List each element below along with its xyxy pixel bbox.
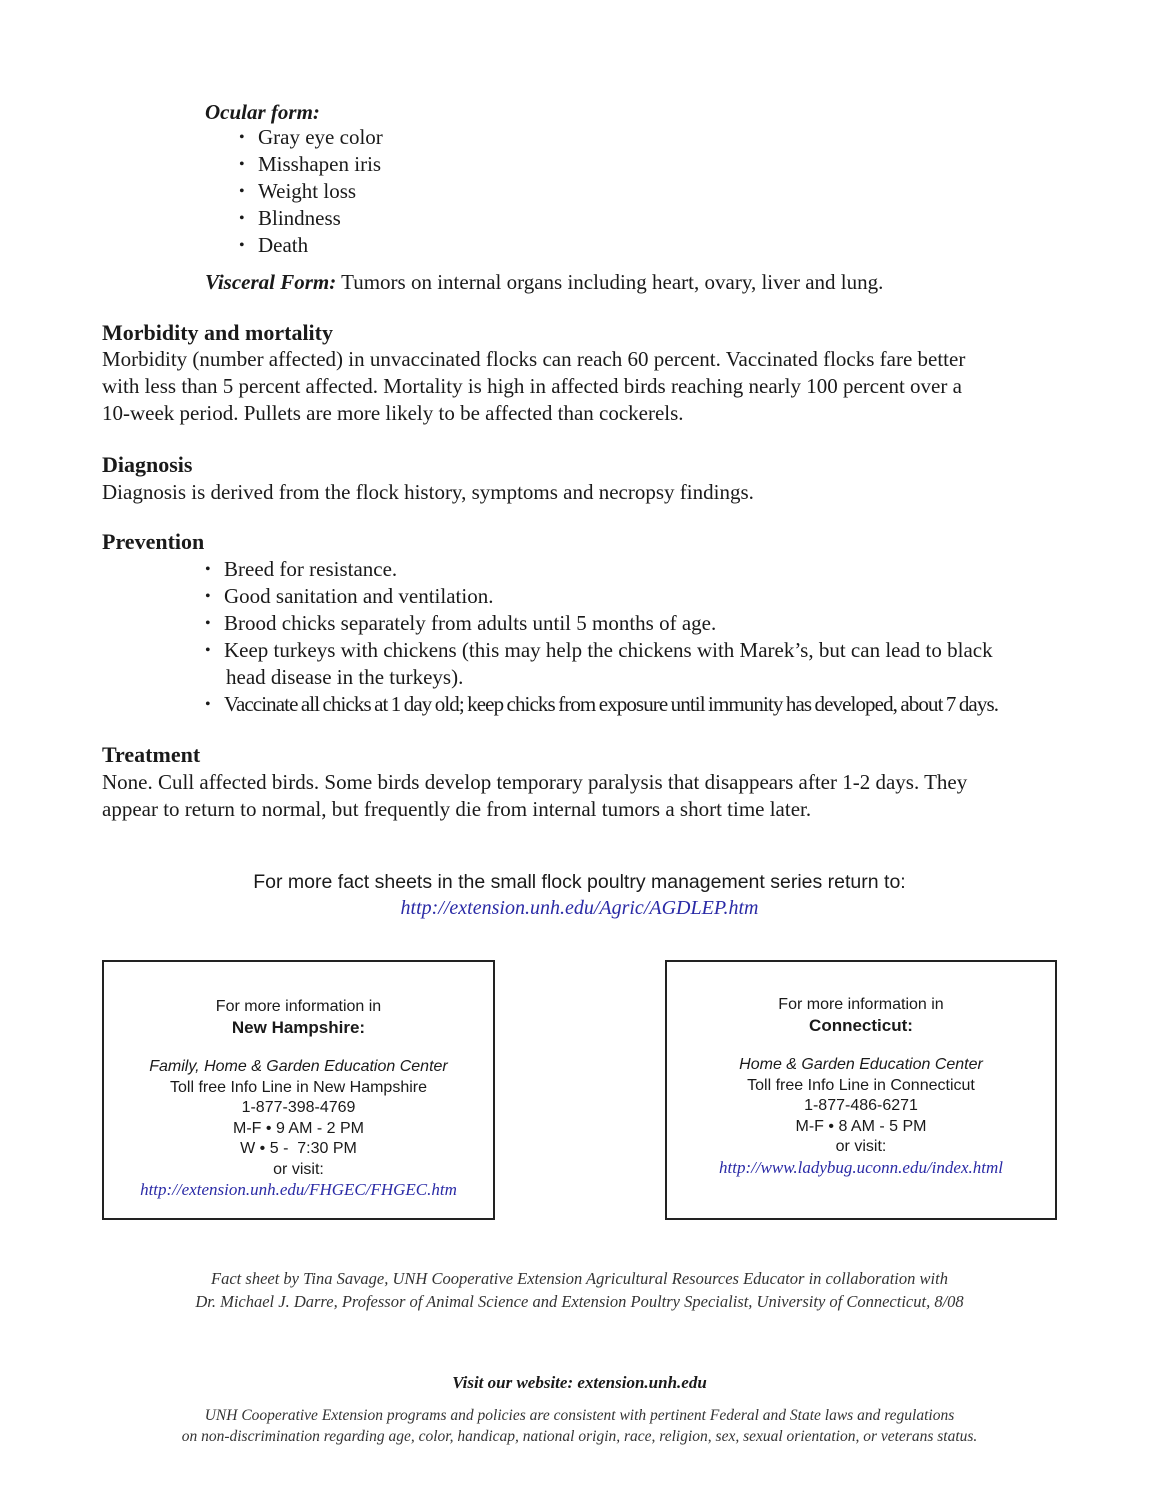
policy-line: on non-discrimination regarding age, color, handicap, national origin, race, religion, sex, sexual orientation, or veterans status. <box>181 1428 978 1445</box>
morbidity-line: with less than 5 percent affected. Mortality is high in affected birds reaching nearly 100 percent over a <box>102 374 962 398</box>
list-item: • Blindness <box>239 205 383 232</box>
list-item: • Gray eye color <box>239 124 383 151</box>
credits-line: Dr. Michael J. Darre, Professor of Animal Science and Extension Poultry Specialist, University of Connecticut, 8/08 <box>195 1292 964 1311</box>
treatment-line: None. Cull affected birds. Some birds develop temporary paralysis that disappears after 1-2 days. They <box>102 770 968 794</box>
list-item: • Misshapen iris <box>239 151 383 178</box>
prevention-list <box>205 556 998 718</box>
list-item: • Breed for resistance. <box>205 556 998 583</box>
nh-center-name: Family, Home & Garden Education Center <box>149 1058 448 1075</box>
ct-intro: For more information in <box>778 996 944 1013</box>
visceral-form-label: Visceral Form: <box>205 270 337 294</box>
visceral-form-text: Tumors on internal organs including heart, ovary, liver and lung. <box>336 270 884 294</box>
list-item: • Weight loss <box>239 178 383 205</box>
new-hampshire-info-box <box>102 960 495 1220</box>
credits-line: Fact sheet by Tina Savage, UNH Cooperative Extension Agricultural Resources Educator in collaboration with <box>211 1269 948 1288</box>
diagnosis-heading: Diagnosis <box>102 452 193 477</box>
nh-website-link[interactable]: http://extension.unh.edu/FHGEC/FHGEC.htm <box>140 1180 457 1199</box>
diagnosis-text: Diagnosis is derived from the flock history, symptoms and necropsy findings. <box>102 480 754 504</box>
nh-phone: 1-877-398-4769 <box>241 1099 356 1116</box>
ct-center-name: Home & Garden Education Center <box>739 1056 983 1073</box>
nh-visit-label: or visit: <box>273 1160 324 1178</box>
ct-info-line: Toll free Info Line in Connecticut <box>747 1076 975 1094</box>
list-item: • Keep turkeys with chickens (this may help the chickens with Marek’s, but can lead to black <box>205 637 998 664</box>
list-item: • Good sanitation and ventilation. <box>205 583 998 610</box>
treatment-heading: Treatment <box>102 742 201 767</box>
more-fact-sheets-link[interactable]: http://extension.unh.edu/Agric/AGDLEP.htm <box>400 897 759 919</box>
nh-state: New Hampshire: <box>231 1017 366 1037</box>
prevention-heading: Prevention <box>102 529 205 554</box>
more-fact-sheets-link-wrap <box>0 895 1159 921</box>
nh-hours-wednesday: W • 5 - 7:30 PM <box>240 1140 357 1157</box>
treatment-line: appear to return to normal, but frequently die from internal tumors a short time later. <box>102 797 812 821</box>
website-notice: Visit our website: extension.unh.edu <box>452 1373 707 1392</box>
visceral-form-paragraph <box>205 269 883 296</box>
list-item: • Death <box>239 232 383 259</box>
nh-intro: For more information in <box>215 998 382 1015</box>
ct-state: Connecticut: <box>809 1015 913 1035</box>
credits <box>0 1267 1159 1313</box>
ocular-form-label: Ocular form: <box>205 100 320 124</box>
nondiscrimination-statement <box>0 1405 1159 1447</box>
policy-line: UNH Cooperative Extension programs and policies are consistent with pertinent Federal and State laws and regulations <box>204 1407 955 1424</box>
ct-website-link[interactable]: http://www.ladybug.uconn.edu/index.html <box>719 1157 1003 1177</box>
list-item-continuation: head disease in the turkeys). <box>226 665 464 689</box>
morbidity-paragraph <box>102 346 965 427</box>
ct-visit-label: or visit: <box>835 1138 887 1155</box>
more-fact-sheets-text: For more fact sheets in the small flock poultry management series return to: <box>253 871 906 893</box>
nh-hours-weekday: M-F • 9 AM - 2 PM <box>233 1119 364 1137</box>
ocular-symptoms-list <box>239 124 383 259</box>
morbidity-line: Morbidity (number affected) in unvaccinated flocks can reach 60 percent. Vaccinated flocks fare better <box>102 347 966 371</box>
morbidity-line: 10-week period. Pullets are more likely to be affected than cockerels. <box>102 401 684 425</box>
ct-phone: 1-877-486-6271 <box>804 1097 918 1114</box>
nh-info-line: Toll free Info Line in New Hampshire <box>169 1078 427 1096</box>
list-item: • Brood chicks separately from adults until 5 months of age. <box>205 610 998 637</box>
connecticut-info-box <box>665 960 1057 1220</box>
treatment-paragraph <box>102 769 967 823</box>
morbidity-heading: Morbidity and mortality <box>102 320 333 345</box>
list-item: • Vaccinate all chicks at 1 day old; keep chicks from exposure until immunity has developed, about 7 days. <box>205 691 998 718</box>
ct-hours-weekday: M-F • 8 AM - 5 PM <box>795 1117 927 1135</box>
